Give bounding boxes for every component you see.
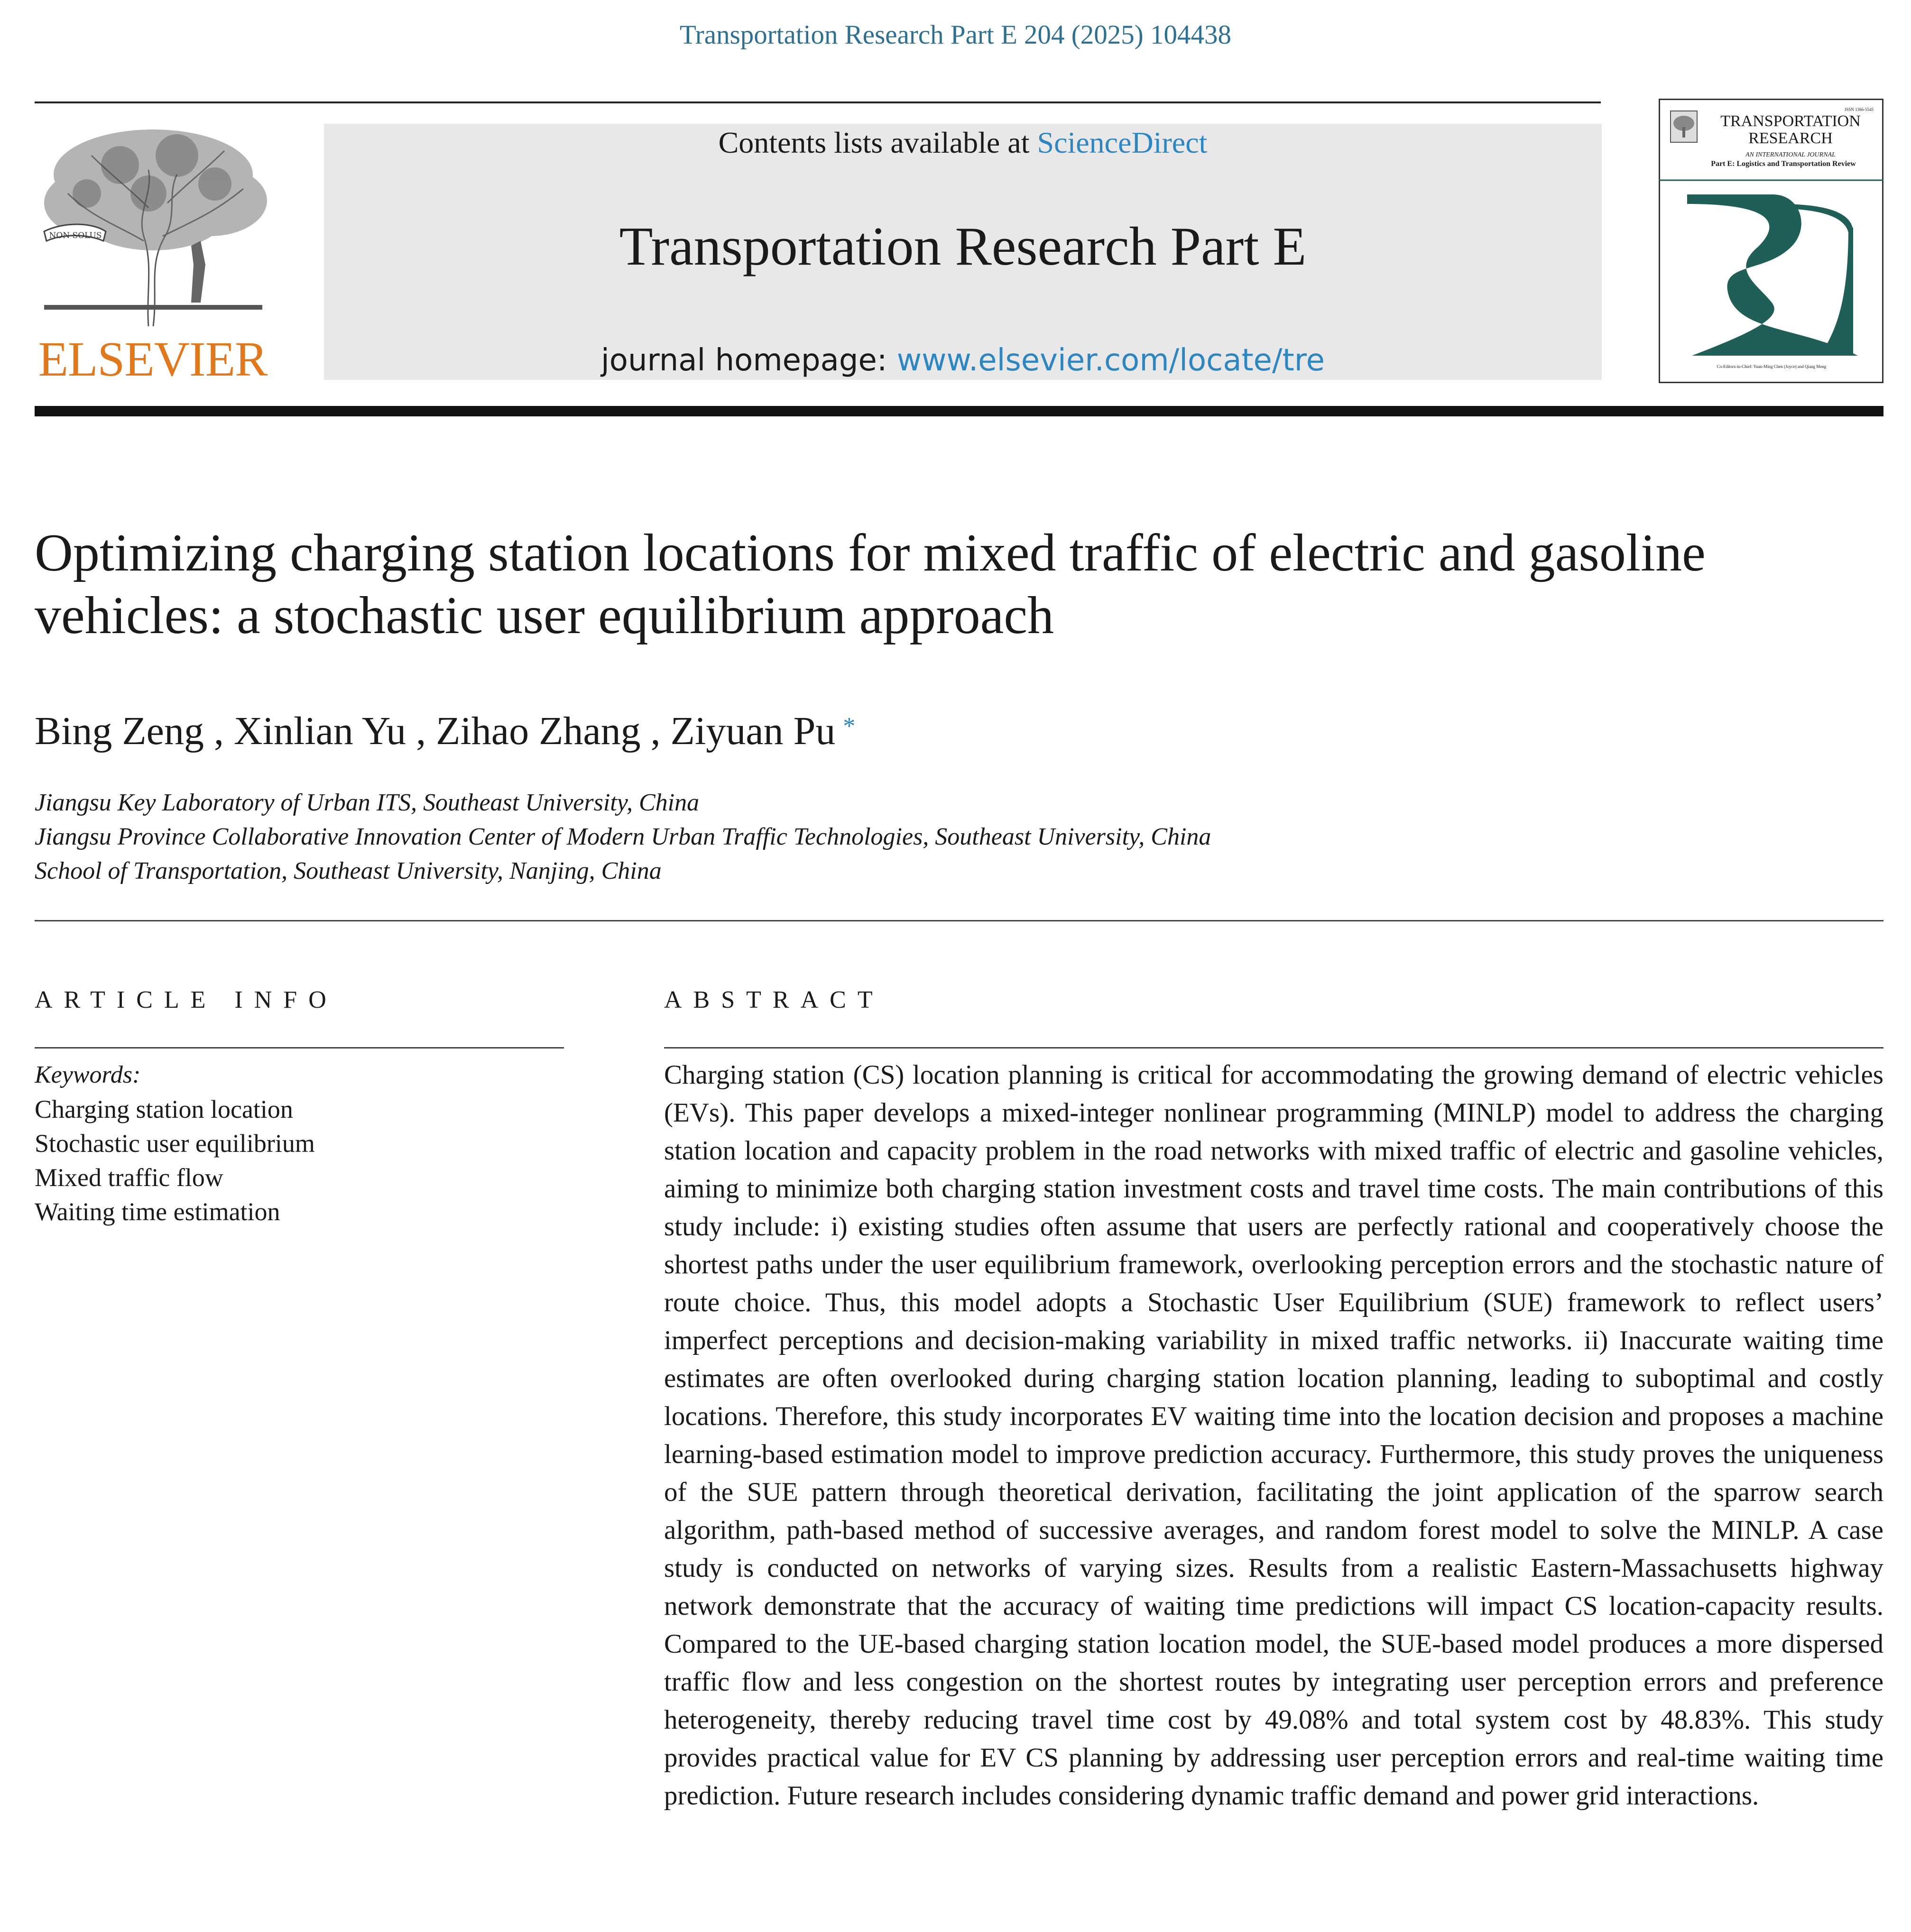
- keyword-item: Mixed traffic flow: [35, 1163, 223, 1192]
- affiliation-2: Jiangsu Province Collaborative Innovation Center of Modern Urban Traffic Technologies, Southeast University, China: [35, 823, 1211, 850]
- contents-prefix: Contents lists available at: [718, 126, 1037, 159]
- keyword-item: Stochastic user equilibrium: [35, 1129, 315, 1158]
- header-thick-divider: [35, 406, 1883, 416]
- abstract-heading: ABSTRACT: [664, 986, 884, 1013]
- cover-road-illustration: [1659, 175, 1883, 365]
- journal-title: Transportation Research Part E: [619, 216, 1307, 277]
- abstract-body: Charging station (CS) location planning is critical for accommodating the growing demand of electric vehicles (EVs). This paper develops a mixed-integer nonlinear programming (MINLP) model to address the charging station location and capacity problem in the road networks with mixed traffic of electric and gasoline vehicles, aiming to minimize both charging station investment costs and travel time costs. The main contributions of this study include: i) existing studies often assume that users are perfectly rational and cooperatively choose the shortest paths under the user equilibrium framework, overlooking perception errors and the stochastic nature of route choice. Thus, this model adopts a Stochastic User Equilibrium (SUE) framework to reflect users’ imperfect perceptions and decision-making variability in mixed traffic networks. ii) Inaccurate waiting time estimates are often overlooked during charging station location planning, leading to suboptimal and costly locations. Therefore, this study incorporates EV waiting time into the location decision and proposes a machine learning-based estimation model to improve prediction accuracy. Furthermore, this study proves the uniqueness of the SUE pattern through theoretical derivation, facilitating the joint application of the sparrow search algorithm, path-based method of successive averages, and random forest model to solve the MINLP. A case study is conducted on networks of varying sizes. Results from a realistic Eastern-Massachusetts highway network demonstrate that the accuracy of waiting time predictions will impact CS location-capacity results. Compared to the UE-based charging station location model, the SUE-based model produces a more dispersed traffic flow and less congestion on the shortest routes by integrating user perception errors and preference heterogeneity, thereby reducing travel time cost by 49.08% and total system cost by 48.83%. This study provides practical value for EV CS planning by addressing user perception errors and real-time waiting time prediction. Future research includes considering dynamic traffic demand and power grid interactions.: [664, 1060, 1883, 1811]
- keywords-label: Keywords:: [35, 1061, 141, 1088]
- abstract-divider: [664, 1047, 1883, 1049]
- section-divider: [35, 920, 1883, 921]
- article-title: Optimizing charging station locations for mixed traffic of electric and gasoline vehicles: a stochastic user equilibrium approach: [35, 524, 1706, 645]
- sciencedirect-link[interactable]: ScienceDirect: [1037, 126, 1208, 159]
- keyword-item: Charging station location: [35, 1095, 293, 1123]
- author-list: [35, 708, 1742, 755]
- article-info-divider: [35, 1047, 564, 1049]
- authors-text[interactable]: Bing Zeng , Xinlian Yu , Zihao Zhang , Ziyuan Pu: [35, 709, 836, 753]
- cover-part: Part E: Logistics and Transportation Review: [1711, 160, 1856, 168]
- cover-elsevier-emblem-icon: [1670, 110, 1698, 143]
- keyword-item: Waiting time estimation: [35, 1197, 280, 1226]
- publisher-wordmark: ELSEVIER: [38, 332, 268, 386]
- contents-availability: [324, 122, 1602, 163]
- affiliation-3: School of Transportation, Southeast University, Nanjing, China: [35, 857, 662, 884]
- cover-editors: Co-Editors-in-Chief: Yuan-Ming Chen (Joyce) and Qiang Meng: [1717, 364, 1827, 369]
- journal-homepage: [324, 341, 1602, 379]
- homepage-prefix: journal homepage:: [601, 343, 897, 378]
- article-info-heading: ARTICLE INFO: [35, 986, 338, 1013]
- logo-banner-text: NON SOLUS: [49, 231, 102, 240]
- corresponding-author-mark[interactable]: *: [843, 713, 856, 740]
- cover-subtitle: AN INTERNATIONAL JOURNAL: [1745, 151, 1836, 158]
- top-divider: [35, 101, 1601, 103]
- cover-title: TRANSPORTATION RESEARCH: [1720, 112, 1861, 147]
- homepage-link[interactable]: www.elsevier.com/locate/tre: [896, 343, 1325, 378]
- cover-issn: ISSN 1366-5545: [1845, 107, 1874, 112]
- affiliation-1: Jiangsu Key Laboratory of Urban ITS, Southeast University, China: [35, 789, 700, 816]
- journal-citation[interactable]: Transportation Research Part E 204 (2025) 104438: [679, 20, 1232, 50]
